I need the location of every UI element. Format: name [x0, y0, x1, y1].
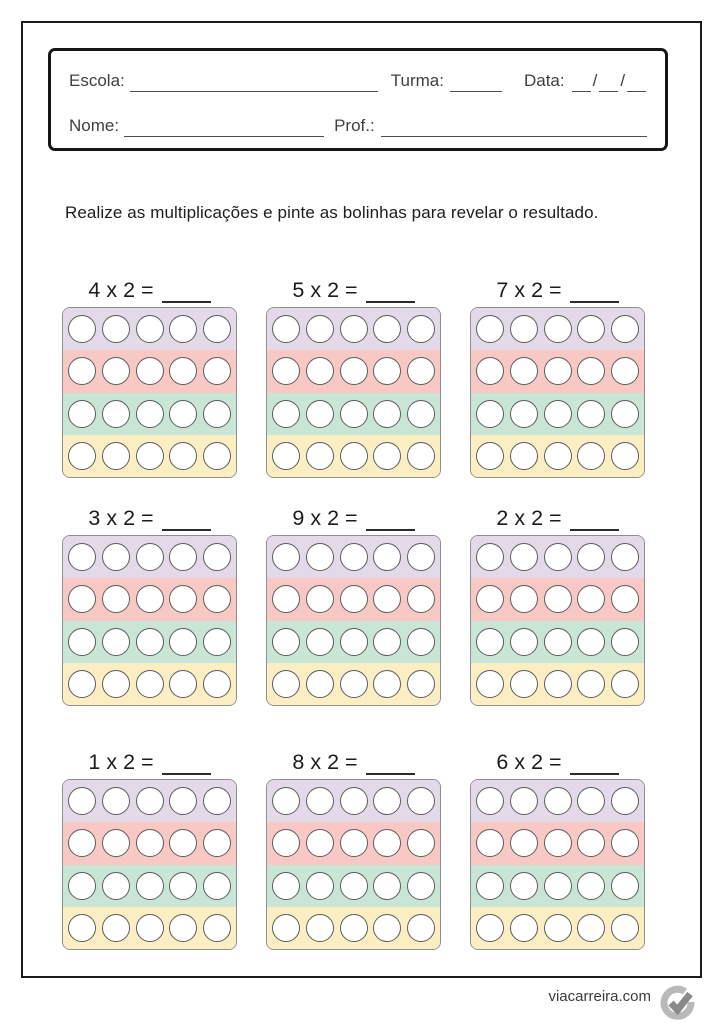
paint-dot [611, 585, 639, 613]
footer-site-text: viacarreira.com [548, 988, 651, 1005]
paint-dot [544, 315, 572, 343]
paint-dot [577, 442, 605, 470]
exercise-equation [470, 749, 645, 775]
dot-grid-band [267, 907, 440, 949]
exercise [62, 277, 237, 478]
paint-dot [544, 872, 572, 900]
paint-dot [203, 670, 231, 698]
paint-dot [203, 628, 231, 656]
dot-grid-band [471, 308, 644, 350]
dot-grid-band [267, 536, 440, 578]
dot-grid-band [267, 393, 440, 435]
dot-grid-band [267, 780, 440, 822]
paint-dot [340, 872, 368, 900]
date-year-blank [627, 76, 646, 92]
dot-grid-band [63, 780, 236, 822]
exercise-equation [62, 277, 237, 303]
paint-dot [510, 315, 538, 343]
turma-blank-line [450, 76, 502, 92]
paint-dot [373, 914, 401, 942]
paint-dot [476, 628, 504, 656]
paint-dot [510, 442, 538, 470]
answer-blank-line [570, 756, 619, 775]
paint-dot [169, 670, 197, 698]
paint-dot [136, 872, 164, 900]
paint-dot [373, 787, 401, 815]
paint-dot [203, 585, 231, 613]
paint-dot [169, 872, 197, 900]
dot-grid-band [471, 621, 644, 663]
prof-blank-line [381, 121, 647, 137]
paint-dot [373, 585, 401, 613]
paint-dot [272, 628, 300, 656]
paint-dot [577, 628, 605, 656]
paint-dot [306, 315, 334, 343]
paint-dot [476, 442, 504, 470]
paint-dot [169, 787, 197, 815]
dot-grid-band [267, 308, 440, 350]
dot-grid-band [63, 907, 236, 949]
exercise-equation-text: 1 x 2 = [88, 750, 154, 774]
paint-dot [169, 442, 197, 470]
paint-dot [136, 670, 164, 698]
exercise-equation-text: 9 x 2 = [292, 506, 358, 530]
dot-grid [470, 307, 645, 478]
paint-dot [203, 357, 231, 385]
paint-dot [68, 357, 96, 385]
paint-dot [611, 914, 639, 942]
paint-dot [373, 442, 401, 470]
paint-dot [476, 543, 504, 571]
paint-dot [340, 442, 368, 470]
paint-dot [510, 628, 538, 656]
paint-dot [544, 670, 572, 698]
paint-dot [476, 914, 504, 942]
answer-blank-line [162, 284, 211, 303]
paint-dot [611, 400, 639, 428]
student-info-box [48, 48, 668, 151]
dot-grid-band [267, 621, 440, 663]
date-month-blank [599, 76, 618, 92]
paint-dot [544, 787, 572, 815]
paint-dot [272, 315, 300, 343]
exercise-equation-text: 5 x 2 = [292, 278, 358, 302]
paint-dot [340, 585, 368, 613]
paint-dot [407, 829, 435, 857]
paint-dot [169, 914, 197, 942]
paint-dot [407, 872, 435, 900]
paint-dot [306, 829, 334, 857]
paint-dot [68, 585, 96, 613]
paint-dot [611, 315, 639, 343]
exercise-equation-text: 3 x 2 = [88, 506, 154, 530]
exercise [62, 749, 237, 950]
paint-dot [544, 628, 572, 656]
paint-dot [510, 670, 538, 698]
paint-dot [102, 357, 130, 385]
paint-dot [306, 400, 334, 428]
exercise-equation [266, 749, 441, 775]
dot-grid-band [267, 578, 440, 620]
paint-dot [136, 543, 164, 571]
paint-dot [373, 357, 401, 385]
dot-grid [266, 535, 441, 706]
paint-dot [272, 829, 300, 857]
dot-grid-band [471, 907, 644, 949]
paint-dot [203, 442, 231, 470]
paint-dot [68, 315, 96, 343]
paint-dot [340, 315, 368, 343]
paint-dot [544, 442, 572, 470]
dot-grid [470, 535, 645, 706]
paint-dot [136, 442, 164, 470]
paint-dot [68, 442, 96, 470]
exercises [62, 277, 645, 950]
header-row-1 [69, 66, 647, 92]
dot-grid-band [267, 865, 440, 907]
paint-dot [272, 914, 300, 942]
paint-dot [476, 400, 504, 428]
paint-dot [340, 357, 368, 385]
paint-dot [510, 357, 538, 385]
paint-dot [136, 315, 164, 343]
paint-dot [340, 787, 368, 815]
date-blanks [572, 71, 646, 92]
paint-dot [407, 315, 435, 343]
exercise [266, 505, 441, 706]
dot-grid-band [267, 350, 440, 392]
dot-grid-band [63, 621, 236, 663]
paint-dot [272, 585, 300, 613]
paint-dot [272, 357, 300, 385]
paint-dot [373, 872, 401, 900]
paint-dot [203, 829, 231, 857]
paint-dot [306, 872, 334, 900]
header-row-2 [69, 111, 647, 137]
paint-dot [136, 400, 164, 428]
exercise-equation [62, 749, 237, 775]
dot-grid [62, 307, 237, 478]
paint-dot [203, 315, 231, 343]
paint-dot [577, 670, 605, 698]
answer-blank-line [162, 756, 211, 775]
paint-dot [373, 400, 401, 428]
paint-dot [544, 829, 572, 857]
turma-label: Turma: [390, 71, 444, 90]
paint-dot [544, 914, 572, 942]
dot-grid-band [63, 536, 236, 578]
nome-blank-line [124, 121, 324, 137]
paint-dot [169, 628, 197, 656]
dot-grid-band [63, 578, 236, 620]
answer-blank-line [570, 284, 619, 303]
paint-dot [544, 585, 572, 613]
paint-dot [306, 442, 334, 470]
paint-dot [68, 628, 96, 656]
exercise-equation-text: 2 x 2 = [496, 506, 562, 530]
paint-dot [340, 543, 368, 571]
paint-dot [169, 585, 197, 613]
paint-dot [306, 914, 334, 942]
paint-dot [476, 829, 504, 857]
paint-dot [476, 787, 504, 815]
dot-grid-band [63, 308, 236, 350]
exercise-equation [470, 505, 645, 531]
paint-dot [169, 829, 197, 857]
paint-dot [611, 872, 639, 900]
escola-blank-line [130, 76, 378, 92]
paint-dot [407, 357, 435, 385]
paint-dot [510, 872, 538, 900]
viacarreira-logo-icon [656, 983, 698, 1025]
paint-dot [306, 787, 334, 815]
answer-blank-line [366, 284, 415, 303]
paint-dot [407, 787, 435, 815]
paint-dot [102, 787, 130, 815]
paint-dot [577, 787, 605, 815]
answer-blank-line [366, 756, 415, 775]
dot-grid-band [471, 865, 644, 907]
prof-label: Prof.: [334, 116, 375, 135]
exercise-equation [266, 505, 441, 531]
paint-dot [102, 628, 130, 656]
paint-dot [203, 872, 231, 900]
paint-dot [68, 400, 96, 428]
paint-dot [611, 628, 639, 656]
paint-dot [510, 829, 538, 857]
paint-dot [102, 872, 130, 900]
paint-dot [544, 357, 572, 385]
exercise-equation-text: 6 x 2 = [496, 750, 562, 774]
paint-dot [476, 315, 504, 343]
dot-grid-band [471, 350, 644, 392]
paint-dot [577, 543, 605, 571]
dot-grid-band [471, 780, 644, 822]
paint-dot [510, 914, 538, 942]
dot-grid-band [63, 350, 236, 392]
paint-dot [373, 628, 401, 656]
paint-dot [577, 400, 605, 428]
dot-grid [266, 779, 441, 950]
paint-dot [373, 829, 401, 857]
paint-dot [611, 442, 639, 470]
paint-dot [407, 543, 435, 571]
dot-grid-band [471, 435, 644, 477]
paint-dot [68, 829, 96, 857]
exercise-equation [266, 277, 441, 303]
paint-dot [272, 787, 300, 815]
paint-dot [306, 628, 334, 656]
paint-dot [272, 872, 300, 900]
dot-grid [266, 307, 441, 478]
paint-dot [272, 442, 300, 470]
paint-dot [476, 872, 504, 900]
paint-dot [68, 787, 96, 815]
paint-dot [136, 357, 164, 385]
paint-dot [102, 670, 130, 698]
paint-dot [577, 585, 605, 613]
paint-dot [169, 400, 197, 428]
paint-dot [136, 628, 164, 656]
paint-dot [476, 357, 504, 385]
date-separator: / [620, 71, 626, 90]
paint-dot [340, 670, 368, 698]
paint-dot [577, 357, 605, 385]
dot-grid-band [63, 393, 236, 435]
paint-dot [476, 670, 504, 698]
dot-grid-band [63, 435, 236, 477]
dot-grid-band [267, 822, 440, 864]
answer-blank-line [366, 512, 415, 531]
paint-dot [306, 543, 334, 571]
dot-grid-band [63, 865, 236, 907]
dot-grid-band [471, 822, 644, 864]
dot-grid-band [471, 663, 644, 705]
paint-dot [136, 787, 164, 815]
paint-dot [169, 357, 197, 385]
exercise [266, 749, 441, 950]
paint-dot [611, 357, 639, 385]
date-separator: / [592, 71, 598, 90]
paint-dot [577, 872, 605, 900]
paint-dot [102, 914, 130, 942]
exercise [470, 277, 645, 478]
paint-dot [340, 628, 368, 656]
paint-dot [510, 787, 538, 815]
paint-dot [407, 400, 435, 428]
paint-dot [611, 543, 639, 571]
paint-dot [68, 670, 96, 698]
paint-dot [136, 914, 164, 942]
paint-dot [102, 315, 130, 343]
answer-blank-line [570, 512, 619, 531]
date-day-blank [572, 76, 591, 92]
paint-dot [510, 585, 538, 613]
paint-dot [611, 787, 639, 815]
paint-dot [373, 543, 401, 571]
paint-dot [577, 829, 605, 857]
paint-dot [68, 543, 96, 571]
paint-dot [407, 914, 435, 942]
paint-dot [68, 872, 96, 900]
paint-dot [306, 585, 334, 613]
dot-grid-band [63, 663, 236, 705]
exercise [470, 505, 645, 706]
paint-dot [407, 442, 435, 470]
paint-dot [102, 543, 130, 571]
paint-dot [136, 829, 164, 857]
dot-grid [62, 535, 237, 706]
paint-dot [203, 543, 231, 571]
paint-dot [373, 315, 401, 343]
paint-dot [611, 670, 639, 698]
exercise [266, 277, 441, 478]
escola-label: Escola: [69, 71, 125, 90]
paint-dot [203, 400, 231, 428]
paint-dot [68, 914, 96, 942]
paint-dot [577, 914, 605, 942]
paint-dot [510, 400, 538, 428]
paint-dot [340, 829, 368, 857]
paint-dot [203, 787, 231, 815]
dot-grid-band [267, 663, 440, 705]
paint-dot [407, 670, 435, 698]
exercise-equation-text: 7 x 2 = [496, 278, 562, 302]
dot-grid-band [471, 578, 644, 620]
paint-dot [510, 543, 538, 571]
paint-dot [102, 442, 130, 470]
answer-blank-line [162, 512, 211, 531]
paint-dot [306, 670, 334, 698]
dot-grid-band [471, 536, 644, 578]
paint-dot [476, 585, 504, 613]
paint-dot [102, 400, 130, 428]
dot-grid-band [267, 435, 440, 477]
paint-dot [306, 357, 334, 385]
exercise-equation-text: 8 x 2 = [292, 750, 358, 774]
paint-dot [272, 543, 300, 571]
nome-label: Nome: [69, 116, 120, 135]
paint-dot [373, 670, 401, 698]
paint-dot [544, 543, 572, 571]
paint-dot [340, 400, 368, 428]
exercise-equation [470, 277, 645, 303]
paint-dot [169, 543, 197, 571]
instruction-text: Realize as multiplicações e pinte as bolinhas para revelar o resultado. [65, 203, 599, 222]
dot-grid [62, 779, 237, 950]
dot-grid [470, 779, 645, 950]
dot-grid-band [63, 822, 236, 864]
paint-dot [544, 400, 572, 428]
paint-dot [407, 585, 435, 613]
paint-dot [136, 585, 164, 613]
data-label: Data: [523, 71, 565, 90]
paint-dot [272, 670, 300, 698]
paint-dot [169, 315, 197, 343]
exercise [470, 749, 645, 950]
paint-dot [272, 400, 300, 428]
exercise-equation [62, 505, 237, 531]
exercise-equation-text: 4 x 2 = [88, 278, 154, 302]
dot-grid-band [471, 393, 644, 435]
paint-dot [102, 829, 130, 857]
exercise [62, 505, 237, 706]
paint-dot [203, 914, 231, 942]
paint-dot [577, 315, 605, 343]
paint-dot [407, 628, 435, 656]
paint-dot [102, 585, 130, 613]
paint-dot [611, 829, 639, 857]
paint-dot [340, 914, 368, 942]
